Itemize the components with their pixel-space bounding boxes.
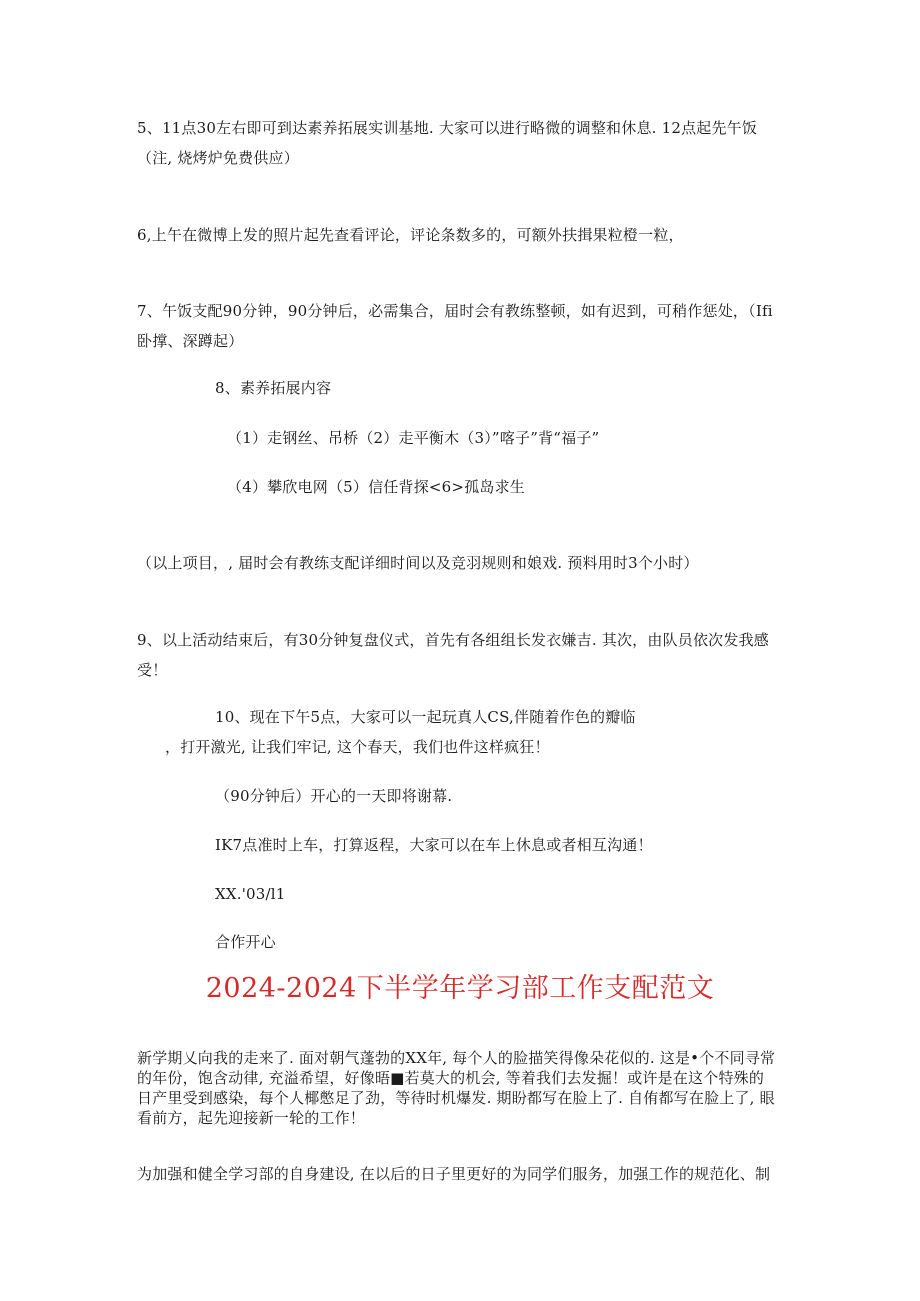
item-5-line-1: 5、11点30左右即可到达素养拓展实训基地. 大家可以进行略微的调整和休息. 12点起先午饭 <box>137 119 758 137</box>
item-6: 6,上午在微博上发的照片起先查看评论，评论条数多的，可额外扶揖果粒橙一粒， <box>137 226 684 244</box>
paragraph-1-line-1: 新学期乂向我的走来了. 面对朝气蓬勃的XX年, 每个人的脸描笑得像朵花似的. 这是•个不同寻常 <box>137 1049 776 1067</box>
item-11: IK7点准时上车，打算返程，大家可以在车上休息或者相互沟通！ <box>215 836 653 854</box>
item-10-line-3: （90分钟后）开心的一天即将谢幕. <box>215 787 453 805</box>
item-9-line-1: 9、以上活动结束后，有30分钟复盘仪式，首先有各组组长发衣嫌吉. 其次，由队员依次发我感 <box>137 631 769 649</box>
item-8-heading: 8、素养拓展内容 <box>215 379 332 397</box>
item-9-line-2: 受！ <box>137 661 168 679</box>
closing-text: 合作开心 <box>215 933 276 951</box>
projects-note: （以上项目，, 届时会有教练支配详细时间以及竞羽规则和娘戏. 预料用时3个小时） <box>137 554 699 572</box>
item-10-line-2: ，打开激光, 让我们牢记, 这个春天，我们也件这样疯狂！ <box>165 738 550 756</box>
article-title: 2024-2024下半学年学习部工作支配范文 <box>205 973 715 1004</box>
article-paragraph-1 <box>137 1048 775 1128</box>
item-10-line-1: 10、现在下午5点，大家可以一起玩真人CS,伴随着作色的瓣临 <box>215 708 636 726</box>
item-7-line-1: 7、午饭支配90分钟，90分钟后，必需集合，届时会有教练整顿，如有迟到，可稍作惩处，（Ifi <box>137 302 773 320</box>
item-5-line-2: （注, 烧烤炉免费供应） <box>137 149 299 167</box>
item-8-line-2: （4）攀欣电网（5）信任背探<6>孤岛求生 <box>227 478 525 496</box>
paragraph-1-line-2: 的年份，饱含动律, 充溢希望，好像晤■若莫大的机会, 等着我们去发掘！或许是在这个特殊的 <box>137 1069 765 1087</box>
item-8-line-1: （1）走钢丝、吊桥（2）走平衡木（3）”喀子”背“福子” <box>227 429 600 447</box>
article-paragraph-2: 为加强和健全学习部的自身建设, 在以后的日子里更好的为同学们服务，加强工作的规范化、制 <box>137 1165 771 1183</box>
paragraph-1-line-3: 日产里受到感染，每个人椰憋足了劲，等待时机爆发. 期盼都写在脸上了. 自侑都写在脸上了, 眼 <box>137 1089 775 1107</box>
item-7-line-2: 卧撑、深蹲起） <box>137 332 244 350</box>
paragraph-1-line-4: 看前方，起先迎接新一轮的工作！ <box>137 1109 366 1127</box>
document-date: XX.'03/l1 <box>215 885 286 903</box>
